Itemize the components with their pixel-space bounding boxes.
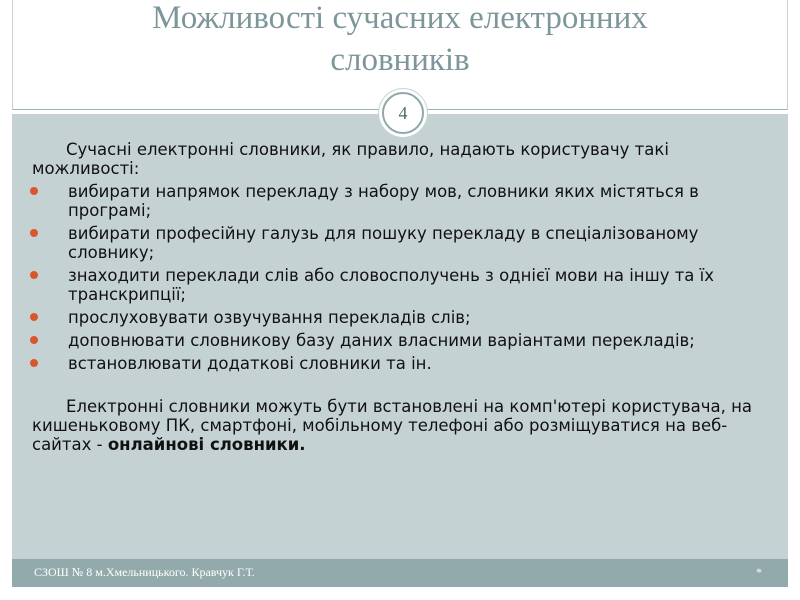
- bullet-dot-icon: [30, 359, 38, 367]
- footer-bar: [12, 559, 788, 587]
- list-item-text: знаходити переклади слів або словосполучень з однієї мови на іншу та їх транскрипції;: [68, 266, 715, 304]
- list-item-text: вибирати напрямок перекладу з набору мов, словники яких містяться в програмі;: [68, 182, 699, 220]
- list-item-text: вибирати професійну галузь для пошуку перекладу в спеціалізованому словнику;: [68, 224, 699, 262]
- list-item-text: прослуховувати озвучування перекладів слів;: [68, 308, 471, 327]
- slide-number-badge: 4: [382, 92, 424, 134]
- list-item: [32, 182, 768, 220]
- list-item: [32, 308, 768, 327]
- footer-mark: *: [756, 565, 762, 579]
- closing-text: Електронні словники можуть бути встановлені на комп'ютері користувача, на кишеньковому ПК, смартфоні, мобільному телефоні або розміщуватися на веб-сайтах -: [32, 397, 752, 454]
- bullet-dot-icon: [30, 187, 38, 195]
- list-item-text: встановлювати додаткові словники та ін.: [68, 354, 432, 373]
- bullet-dot-icon: [30, 336, 38, 344]
- bullet-dot-icon: [30, 229, 38, 237]
- footer-author: СЗОШ № 8 м.Хмельницького. Кравчук Г.Т.: [34, 565, 255, 579]
- closing-paragraph: [32, 397, 768, 454]
- list-item: [32, 266, 768, 304]
- content-panel: [12, 114, 788, 559]
- slide-title: [0, 0, 800, 81]
- bullet-dot-icon: [30, 271, 38, 279]
- feature-list: [32, 182, 768, 373]
- closing-bold-term: онлайнові словники.: [107, 435, 306, 454]
- list-item-text: доповнювати словникову базу даних власними варіантами перекладів;: [68, 331, 695, 350]
- slide-title-line-1: Можливості сучасних електронних: [152, 0, 648, 36]
- slide-title-line-2: словників: [330, 42, 470, 78]
- list-item: [32, 354, 768, 373]
- list-item: [32, 331, 768, 350]
- intro-paragraph: Сучасні електронні словники, як правило, надають користувачу такі можливості:: [32, 140, 669, 178]
- bullet-dot-icon: [30, 313, 38, 321]
- list-item: [32, 224, 768, 262]
